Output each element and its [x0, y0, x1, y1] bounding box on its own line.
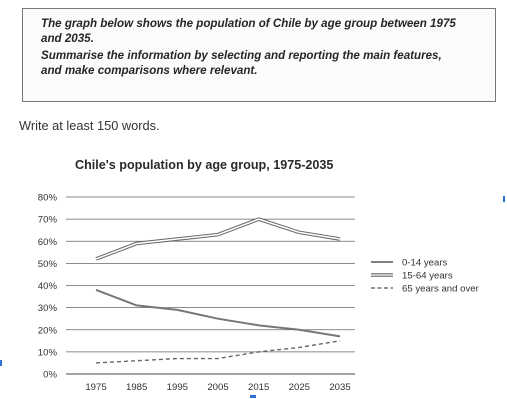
task-line-1: The graph below shows the population of Chile by age group between 1975 and 2035. — [41, 17, 456, 45]
y-tick-label: 60% — [37, 236, 57, 248]
legend-label-65-years-and-over: 65 years and over — [402, 283, 479, 295]
right-edge-marker — [503, 196, 505, 202]
y-tick-label: 40% — [37, 281, 57, 292]
task-line-2: Summarise the information by selecting and reporting the main features, and make comparisons where relevant. — [41, 49, 442, 77]
series-line-inner-15-64-years — [96, 219, 340, 259]
x-tick-label: 2005 — [207, 382, 229, 393]
x-tick-label: 1985 — [125, 382, 148, 393]
x-tick-label: 2035 — [329, 382, 351, 393]
y-tick-label: 50% — [37, 258, 57, 270]
word-count-instruction: Write at least 150 words. — [19, 118, 160, 133]
y-tick-label: 20% — [37, 325, 57, 337]
left-edge-marker — [0, 360, 2, 366]
y-tick-label: 70% — [37, 214, 57, 226]
y-tick-label: 10% — [37, 347, 57, 359]
x-tick-label: 1975 — [85, 382, 107, 393]
legend-label-15-64-years: 15-64 years — [402, 270, 453, 282]
y-tick-label: 30% — [37, 303, 57, 315]
x-tick-label: 1995 — [166, 382, 189, 393]
legend-label-0-14-years: 0-14 years — [402, 257, 448, 269]
data-point-65-years-and-over — [136, 360, 137, 361]
bottom-edge-marker — [250, 395, 256, 398]
x-tick-label: 2015 — [247, 382, 270, 393]
y-tick-label: 80% — [37, 192, 57, 204]
x-tick-label: 2025 — [288, 382, 311, 393]
y-tick-label: 0% — [43, 369, 57, 381]
chart-title: Chile's population by age group, 1975-2035 — [75, 158, 334, 172]
series-line-15-64-years — [96, 219, 340, 259]
data-point-65-years-and-over — [177, 358, 178, 359]
